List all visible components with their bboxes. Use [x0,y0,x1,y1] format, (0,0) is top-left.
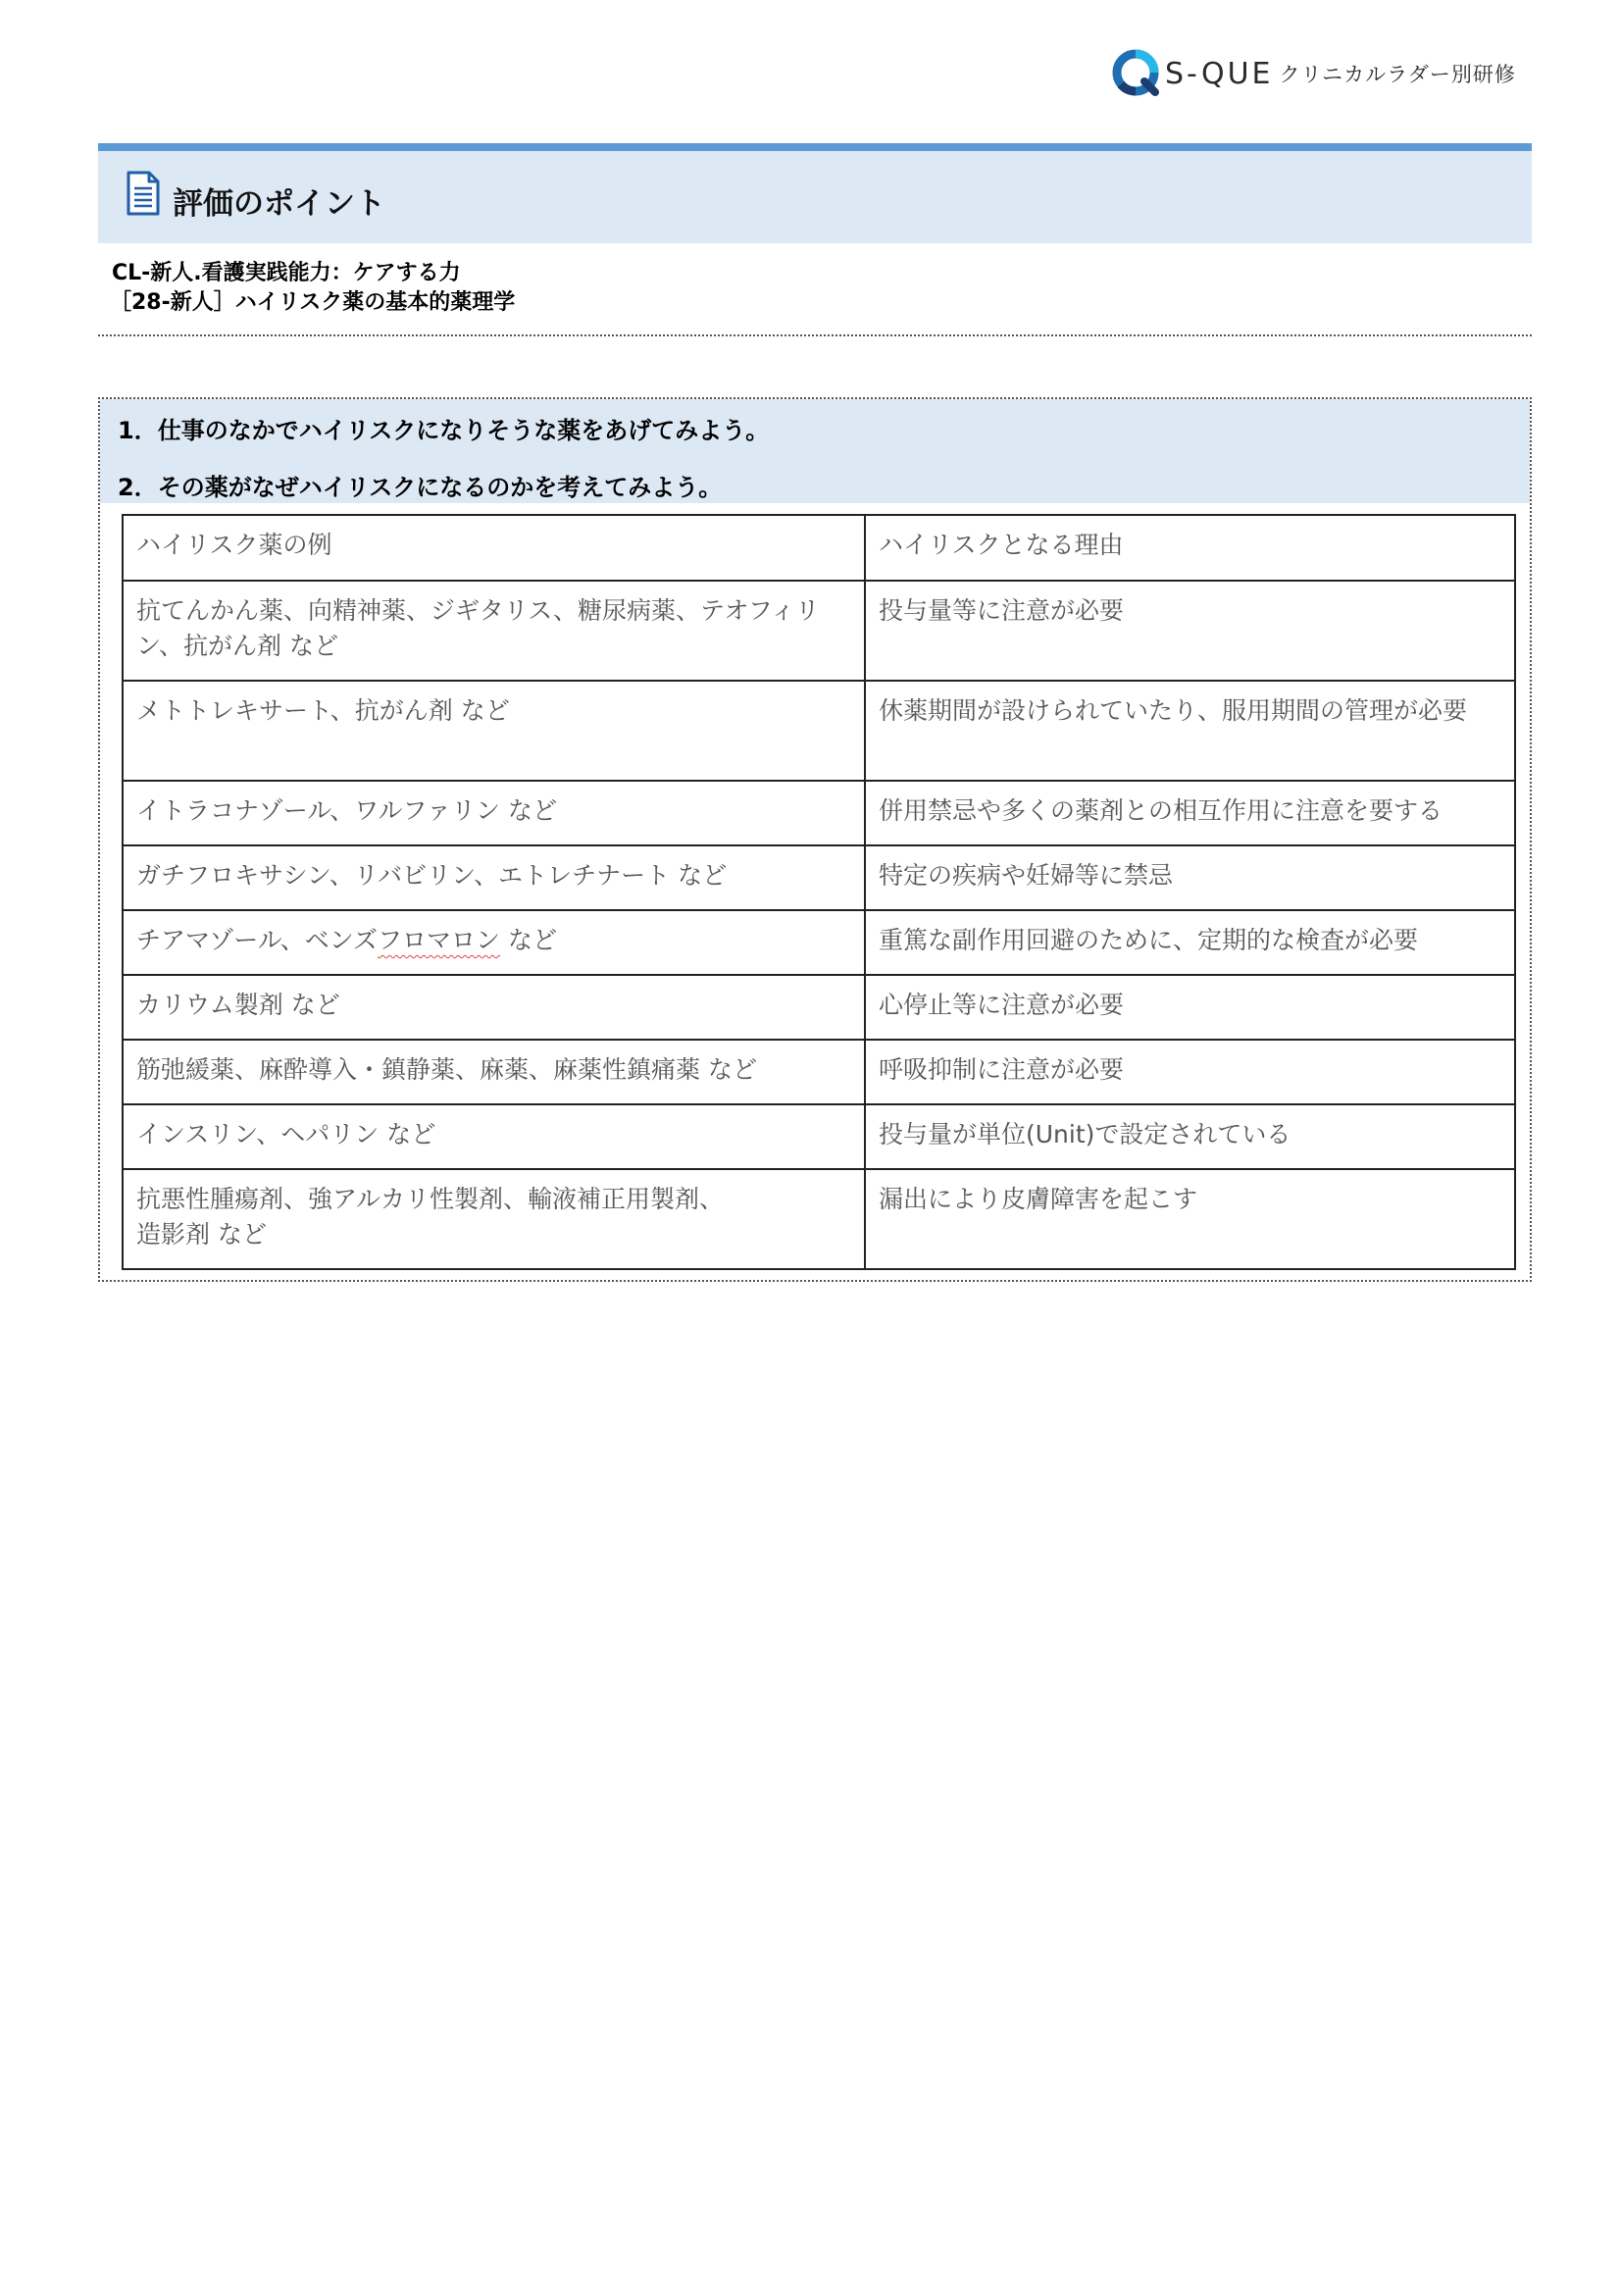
reason-cell: 投与量が単位(Unit)で設定されている [865,1104,1515,1169]
course-title: ［28-新人］ハイリスク薬の基本的薬理学 [110,290,516,315]
brand-name: S-QUE [1165,56,1274,91]
drug-cell: インスリン、ヘパリン など [123,1104,865,1169]
s-que-logo-icon [1112,49,1161,98]
table-row [123,681,1515,781]
drug-text-line-2: 造影剤 など [136,1220,267,1249]
drug-text-line-1: 抗悪性腫瘍剤、強アルカリ性製剤、輸液補正用製剤、 [136,1185,725,1213]
drug-cell: カリウム製剤 など [123,975,865,1040]
dotted-divider [98,334,1532,336]
question-1: 1．仕事のなかでハイリスクになりそうな薬をあげてみよう。 [118,417,770,444]
brand-header [1112,47,1516,100]
table-row [123,910,1515,975]
drug-text: チアマゾール、ベンズ [136,926,379,954]
table-row [123,845,1515,910]
column-header-reason: ハイリスクとなる理由 [865,515,1515,581]
drug-cell: 筋弛緩薬、麻酔導入・鎮静薬、麻薬、麻薬性鎮痛薬 など [123,1040,865,1104]
reason-cell: 併用禁忌や多くの薬剤との相互作用に注意を要する [865,781,1515,845]
reason-cell: 呼吸抑制に注意が必要 [865,1040,1515,1104]
drug-text-suffix: など [500,926,557,954]
table-row [123,781,1515,845]
drug-cell [123,910,865,975]
table-row [123,581,1515,681]
reason-cell: 休薬期間が設けられていたり、服用期間の管理が必要 [865,681,1515,781]
drug-cell: ガチフロキサシン、リバビリン、エトレチナート など [123,845,865,910]
spellcheck-marked-text: フロマロン [378,926,501,954]
section-title: 評価のポイント [173,185,385,222]
drug-cell: イトラコナゾール、ワルファリン など [123,781,865,845]
questions-box [98,397,1532,1282]
table-row [123,1040,1515,1104]
table-row [123,975,1515,1040]
reason-cell: 心停止等に注意が必要 [865,975,1515,1040]
section-banner [98,143,1532,243]
column-header-drug: ハイリスク薬の例 [123,515,865,581]
table-header-row [123,515,1515,581]
table-row [123,1169,1515,1269]
drug-cell: 抗てんかん薬、向精神薬、ジギタリス、糖尿病薬、テオフィリン、抗がん剤 など [123,581,865,681]
competency-label: CL-新人.看護実践能力：ケアする力 [112,261,461,285]
document-icon [126,171,161,216]
reason-cell: 漏出により皮膚障害を起こす [865,1169,1515,1269]
reason-cell: 重篤な副作用回避のために、定期的な検査が必要 [865,910,1515,975]
high-risk-drug-table [122,514,1516,1270]
questions-header [100,399,1530,503]
reason-cell: 特定の疾病や妊婦等に禁忌 [865,845,1515,910]
drug-cell: メトトレキサート、抗がん剤 など [123,681,865,781]
table-row [123,1104,1515,1169]
reason-cell: 投与量等に注意が必要 [865,581,1515,681]
brand-subtitle: クリニカルラダー別研修 [1279,63,1516,86]
question-2: 2．その薬がなぜハイリスクになるのかを考えてみよう。 [118,474,723,501]
drug-cell [123,1169,865,1269]
